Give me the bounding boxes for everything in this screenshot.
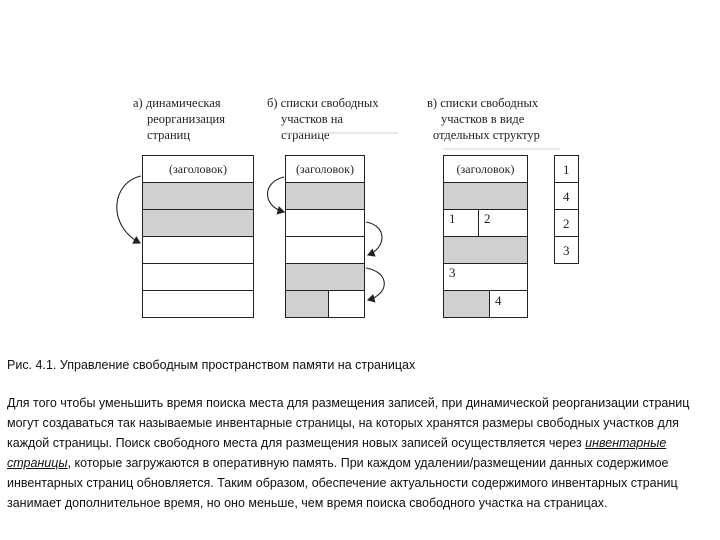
inventory-value-3: 2 (563, 216, 570, 231)
paragraph-emphasis: инвентарные страницы (7, 436, 667, 470)
paragraph-text-before: Для того чтобы уменьшить время поиска места для размещения записей, при динамической реорганизации страниц могут создаваться так называемые инвентарные страницы, на которых хранятся размеры свободных участков для каждой страницы. Поиск свободного места для размещения новых записей осуществляется через (7, 396, 690, 450)
inventory-value-4: 3 (563, 243, 570, 258)
panel-a-heading-line-3: страниц (147, 128, 191, 142)
panel-c-free-label-2: 2 (484, 211, 491, 226)
panel-b-heading-line-2: участков на (281, 112, 344, 126)
body-paragraph (7, 393, 715, 513)
panel-a-heading-line-2: реорганизация (147, 112, 225, 126)
paragraph-text-after: , которые загружаются в оперативную память. При каждом удалении/размещении данных содержимое инвентарных страниц обновляется. Таким образом, обеспечение актуальности содержимого инвентарных страниц занимает дополнительное время, но оно меньше, чем время поиска свободного участка на страницах. (7, 456, 678, 510)
panel-c-heading-line-3: отдельных структур (433, 128, 540, 142)
panel-a-heading-line-1: а) динамическая (133, 96, 221, 110)
inventory-value-1: 1 (563, 162, 570, 177)
panel-c-free-label-4: 4 (495, 293, 502, 308)
inventory-value-2: 4 (563, 189, 570, 204)
panel-c-free-label-3: 3 (449, 265, 456, 280)
figure-caption: Рис. 4.1. Управление свободным пространством памяти на страницах (7, 358, 416, 372)
panel-b-arrow-1 (268, 177, 285, 212)
panel-c-heading-line-1: в) списки свободных (427, 96, 539, 110)
panel-a-header-cell: (заголовок) (142, 155, 254, 183)
panel-c-header-cell: (заголовок) (443, 155, 528, 183)
panel-c-heading-line-2: участков в виде (441, 112, 525, 126)
panel-c-free-label-1: 1 (449, 211, 456, 226)
panel-b-heading-line-3: странице (281, 128, 330, 142)
panel-b-header-cell: (заголовок) (285, 155, 365, 183)
panel-b-arrow-3 (366, 268, 384, 300)
panel-a-arrow (117, 176, 141, 243)
panel-b-arrow-2 (366, 222, 382, 255)
panel-b-heading-line-1: б) списки свободных (267, 96, 379, 110)
